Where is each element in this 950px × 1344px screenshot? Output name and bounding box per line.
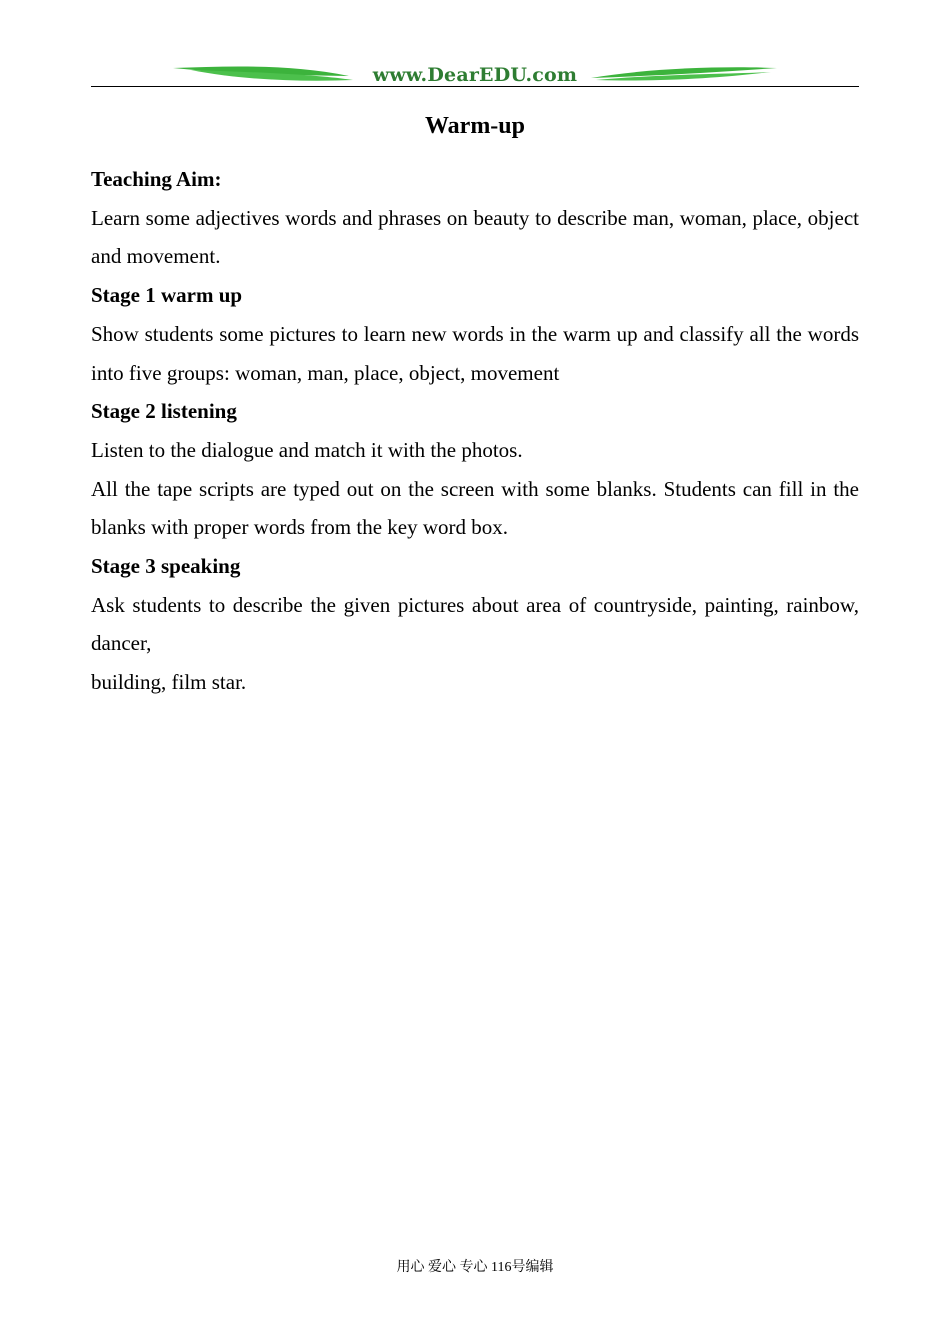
paragraph-text: Learn some adjectives words and phrases on beauty to describe man, woman, place, object and movement. bbox=[91, 205, 859, 269]
paragraph-list bbox=[91, 160, 859, 702]
page-title: Warm-up bbox=[424, 113, 525, 139]
paragraph-text: Ask students to describe the given pictures about area of countryside, painting, rainbow, dancer, bbox=[91, 592, 859, 656]
paragraph-text: All the tape scripts are typed out on the screen with some blanks. Students can fill in the blanks with proper words from the key word box. bbox=[91, 476, 859, 540]
page-header bbox=[91, 60, 859, 90]
section-heading: Stage 2 listening bbox=[91, 399, 237, 424]
page-footer: 用心 爱心 专心 116号编辑 bbox=[396, 1260, 554, 1275]
site-logo-text: www.DearEDU.com bbox=[372, 64, 578, 86]
section-heading: Stage 3 speaking bbox=[91, 554, 241, 579]
paragraph-text: building, film star. bbox=[91, 670, 247, 695]
paragraph-text: Show students some pictures to learn new words in the warm up and classify all the words into five groups: woman, man, place, object, movement bbox=[91, 321, 859, 385]
paragraph-text: Listen to the dialogue and match it with the photos. bbox=[91, 437, 523, 462]
section-heading: Stage 1 warm up bbox=[91, 283, 243, 308]
document-body bbox=[91, 106, 859, 702]
section-heading: Teaching Aim: bbox=[91, 167, 222, 191]
header-divider bbox=[91, 86, 859, 87]
